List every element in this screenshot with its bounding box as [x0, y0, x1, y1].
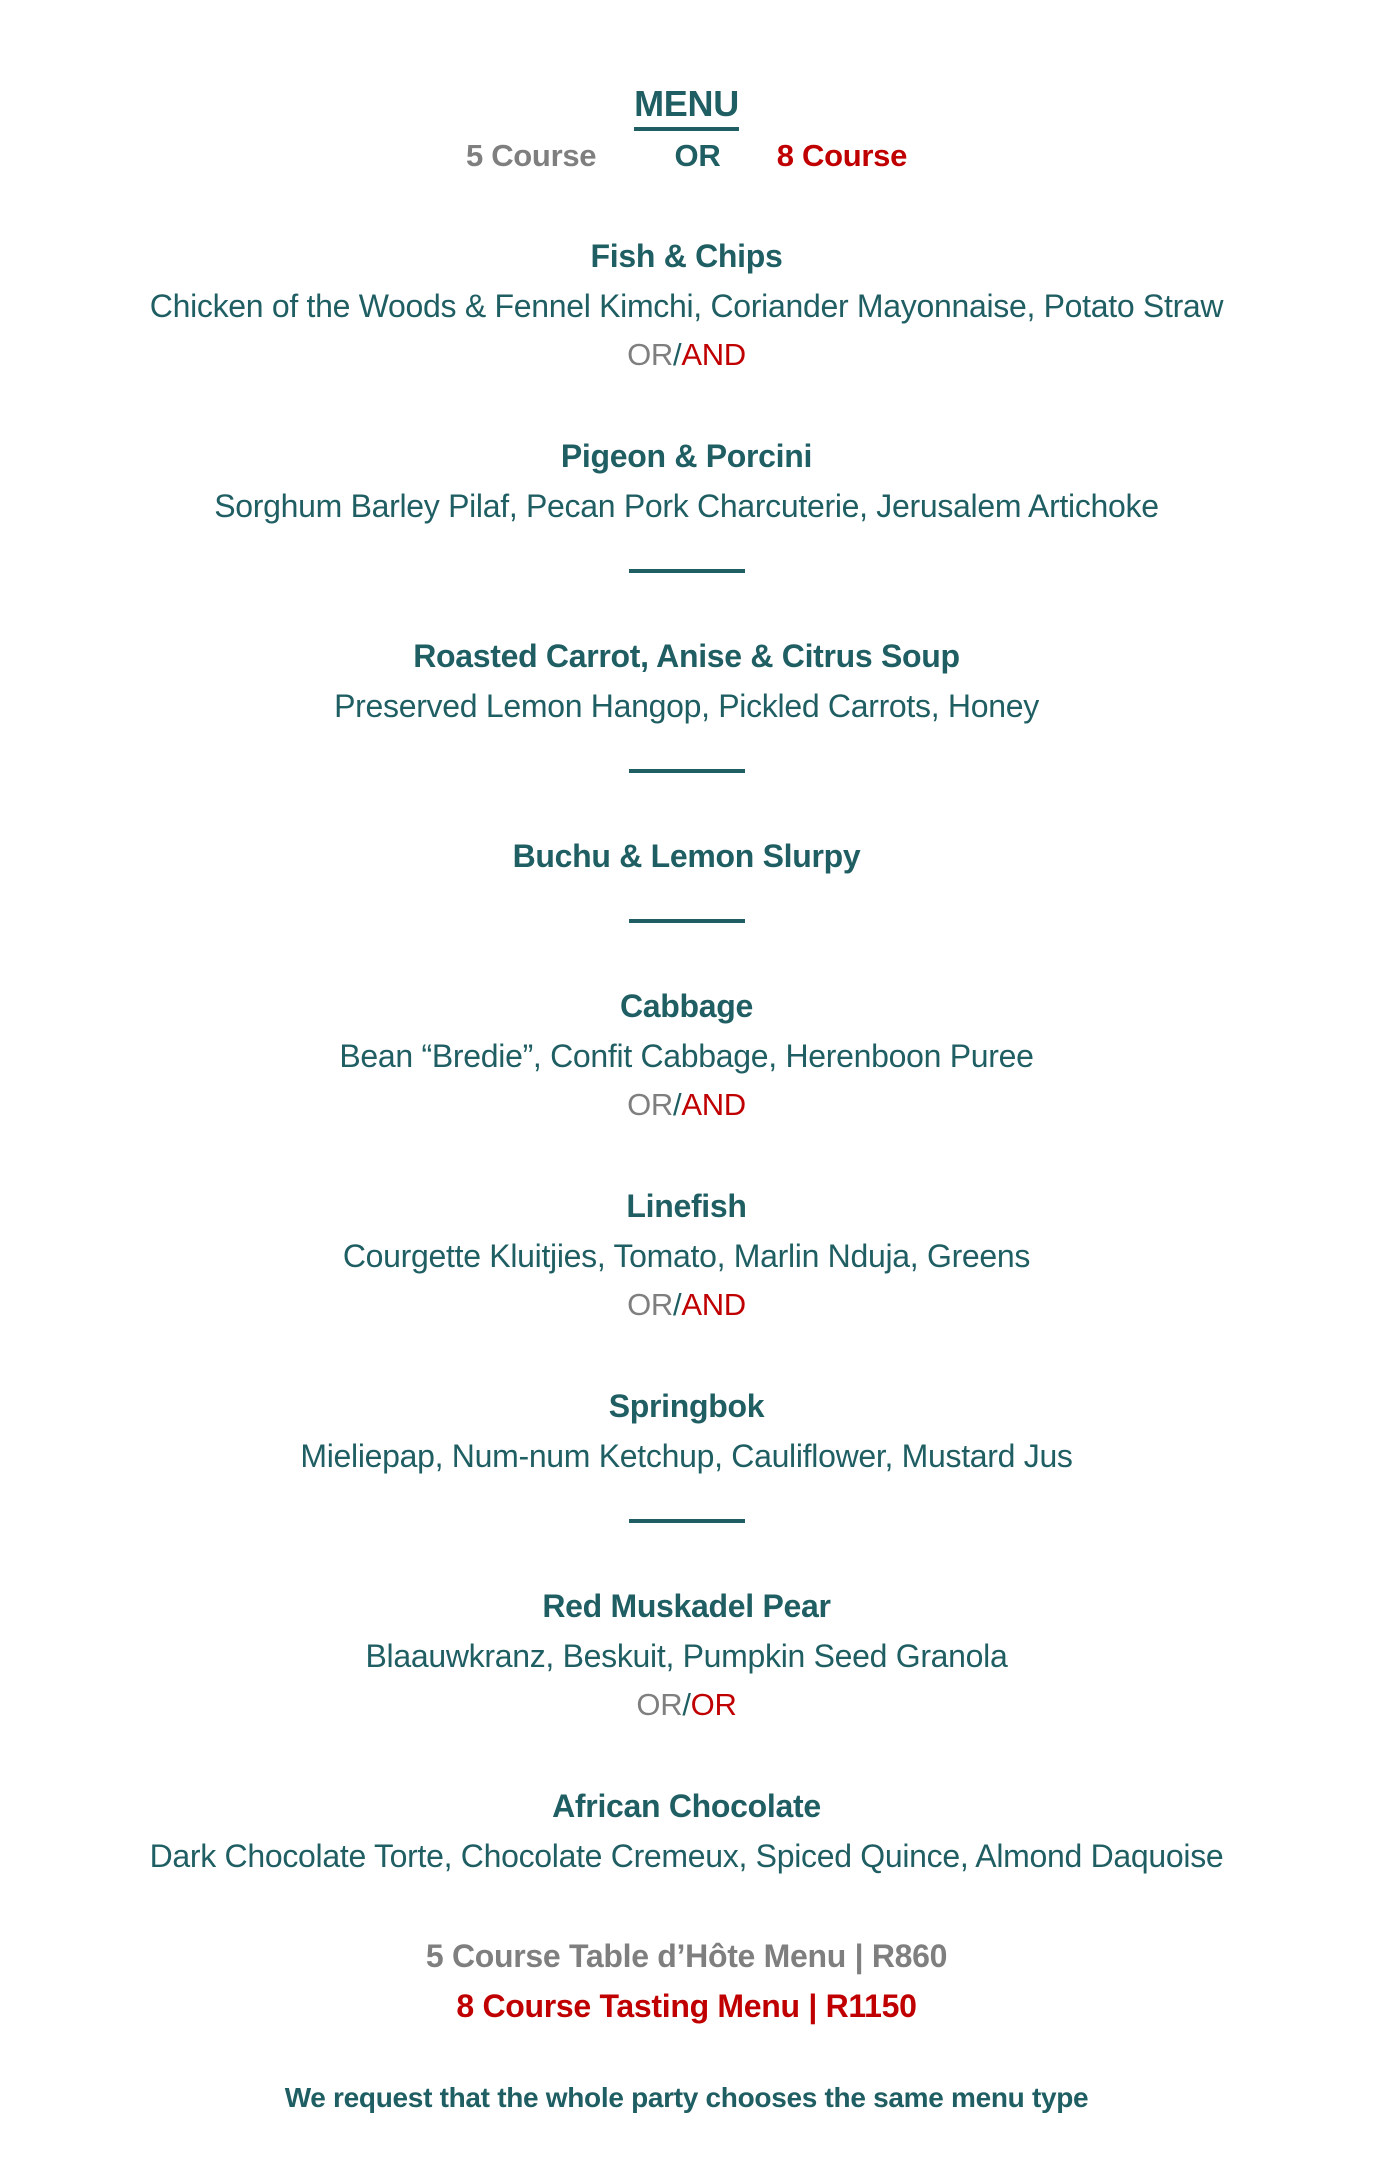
footer-note: We request that the whole party chooses the same menu type — [284, 2082, 1089, 2113]
choice-slash: / — [673, 1087, 682, 1122]
choice-or-or — [0, 1681, 1373, 1729]
course-title: Linefish — [626, 1188, 747, 1224]
section-divider — [629, 1519, 745, 1523]
course-description: Mieliepap, Num-num Ketchup, Cauliflower, Mustard Jus — [300, 1438, 1073, 1474]
course-title: Pigeon & Porcini — [560, 438, 813, 474]
course-pigeon-and-porcini — [0, 431, 1373, 573]
choice-slash: / — [673, 1287, 682, 1322]
course-title: Roasted Carrot, Anise & Citrus Soup — [413, 638, 960, 674]
course-african-chocolate — [0, 1781, 1373, 1881]
course-red-muskadel-pear — [0, 1581, 1373, 1729]
course-title: Buchu & Lemon Slurpy — [512, 838, 861, 874]
price-5-course: 5 Course Table d’Hôte Menu | R860 — [425, 1938, 948, 1974]
choice-or-label: OR — [627, 337, 673, 372]
course-options-row — [0, 131, 1373, 181]
menu-title — [0, 78, 1373, 131]
course-title: African Chocolate — [552, 1788, 821, 1824]
course-cabbage — [0, 981, 1373, 1129]
section-divider — [629, 569, 745, 573]
course-fish-and-chips — [0, 231, 1373, 379]
choice-or-label: OR — [627, 1287, 673, 1322]
choice-or-and — [0, 331, 1373, 379]
choice-or-accent-label: OR — [690, 1687, 737, 1722]
price-8-course: 8 Course Tasting Menu | R1150 — [456, 1988, 917, 2024]
choice-slash: / — [682, 1687, 691, 1722]
course-description: Chicken of the Woods & Fennel Kimchi, Coriander Mayonnaise, Potato Straw — [149, 288, 1224, 324]
menu-header — [0, 78, 1373, 181]
course-roasted-carrot-soup — [0, 631, 1373, 773]
choice-or-and — [0, 1281, 1373, 1329]
course-description: Courgette Kluitjies, Tomato, Marlin Nduja, Greens — [342, 1238, 1031, 1274]
course-description: Preserved Lemon Hangop, Pickled Carrots, Honey — [334, 688, 1039, 724]
choice-and-label: AND — [681, 1087, 746, 1122]
pricing-section — [0, 1931, 1373, 2031]
course-springbok — [0, 1381, 1373, 1523]
menu-title-text: MENU — [634, 82, 739, 131]
course-title: Cabbage — [619, 988, 754, 1024]
choice-or-and — [0, 1081, 1373, 1129]
section-divider — [629, 919, 745, 923]
course-description: Dark Chocolate Torte, Chocolate Cremeux, Spiced Quince, Almond Daquoise — [149, 1838, 1224, 1874]
choice-or-label: OR — [636, 1687, 683, 1722]
choice-and-label: AND — [681, 337, 746, 372]
choice-slash: / — [673, 337, 682, 372]
choice-or-label: OR — [627, 1087, 673, 1122]
option-5-course: 5 Course — [465, 138, 597, 173]
course-title: Springbok — [608, 1388, 765, 1424]
course-description: Sorghum Barley Pilaf, Pecan Pork Charcuterie, Jerusalem Artichoke — [214, 488, 1159, 524]
section-divider — [629, 769, 745, 773]
course-description: Bean “Bredie”, Confit Cabbage, Herenboon Puree — [339, 1038, 1034, 1074]
option-8-course: 8 Course — [776, 138, 908, 173]
course-linefish — [0, 1181, 1373, 1329]
course-title: Red Muskadel Pear — [542, 1588, 831, 1624]
course-description: Blaauwkranz, Beskuit, Pumpkin Seed Granola — [365, 1638, 1008, 1674]
choice-and-label: AND — [681, 1287, 746, 1322]
course-buchu-lemon-slurpy — [0, 831, 1373, 923]
course-title: Fish & Chips — [590, 238, 783, 274]
option-or: OR — [674, 138, 721, 173]
